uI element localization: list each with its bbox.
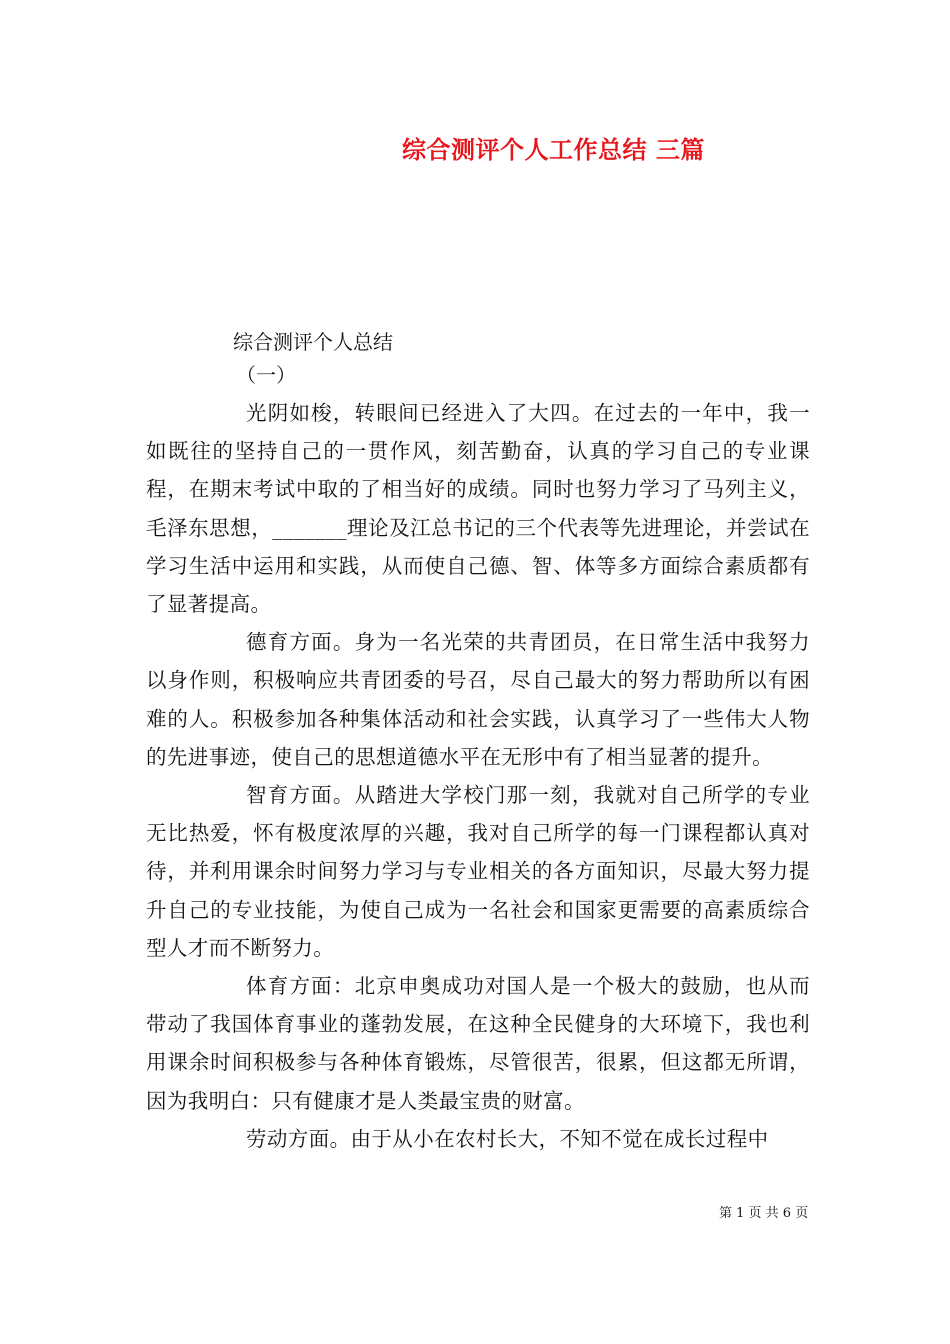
document-subtitle: 综合测评个人总结 (233, 330, 393, 354)
paragraph-labor: 劳动方面。由于从小在农村长大，不知不觉在成长过程中 (246, 1126, 769, 1151)
document-title: 综合测评个人工作总结 三篇 (402, 135, 705, 164)
paragraph-intellectual: 智育方面。从踏进大学校门那一刻，我就对自己所学的专业无比热爱，怀有极度浓厚的兴趣，我对自己所学的每一门课程都认真对待，并利用课余时间努力学习与专业相关的各方面知识，尽最大努力提升自己的专业技能，为使自己成为一名社会和国家更需要的高素质综合型人才而不断努力。 (146, 783, 810, 960)
section-number: （一） (236, 363, 296, 387)
paragraph-physical: 体育方面：北京申奥成功对国人是一个极大的鼓励，也从而带动了我国体育事业的蓬勃发展，在这种全民健身的大环境下，我也利用课余时间积极参与各种体育锻炼，尽管很苦，很累，但这都无所谓，因为我明白：只有健康才是人类最宝贵的财富。 (146, 974, 810, 1113)
document-body (146, 394, 810, 1158)
page-footer: 第 1 页 共 6 页 (719, 1206, 809, 1221)
paragraph-intro: 光阴如梭，转眼间已经进入了大四。在过去的一年中，我一如既往的坚持自己的一贯作风，刻苦勤奋，认真的学习自己的专业课程，在期末考试中取的了相当好的成绩。同时也努力学习了马列主义，毛泽东思想，_______理论及江总书记的三个代表等先进理论，并尝试在学习生活中运用和实践，从而使自己德、智、体等多方面综合素质都有了显著提高。 (146, 401, 810, 617)
paragraph-moral: 德育方面。身为一名光荣的共青团员，在日常生活中我努力以身作则，积极响应共青团委的号召，尽自己最大的努力帮助所以有困难的人。积极参加各种集体活动和社会实践，认真学习了一些伟大人物的先进事迹，使自己的思想道德水平在无形中有了相当显著的提升。 (146, 630, 810, 769)
